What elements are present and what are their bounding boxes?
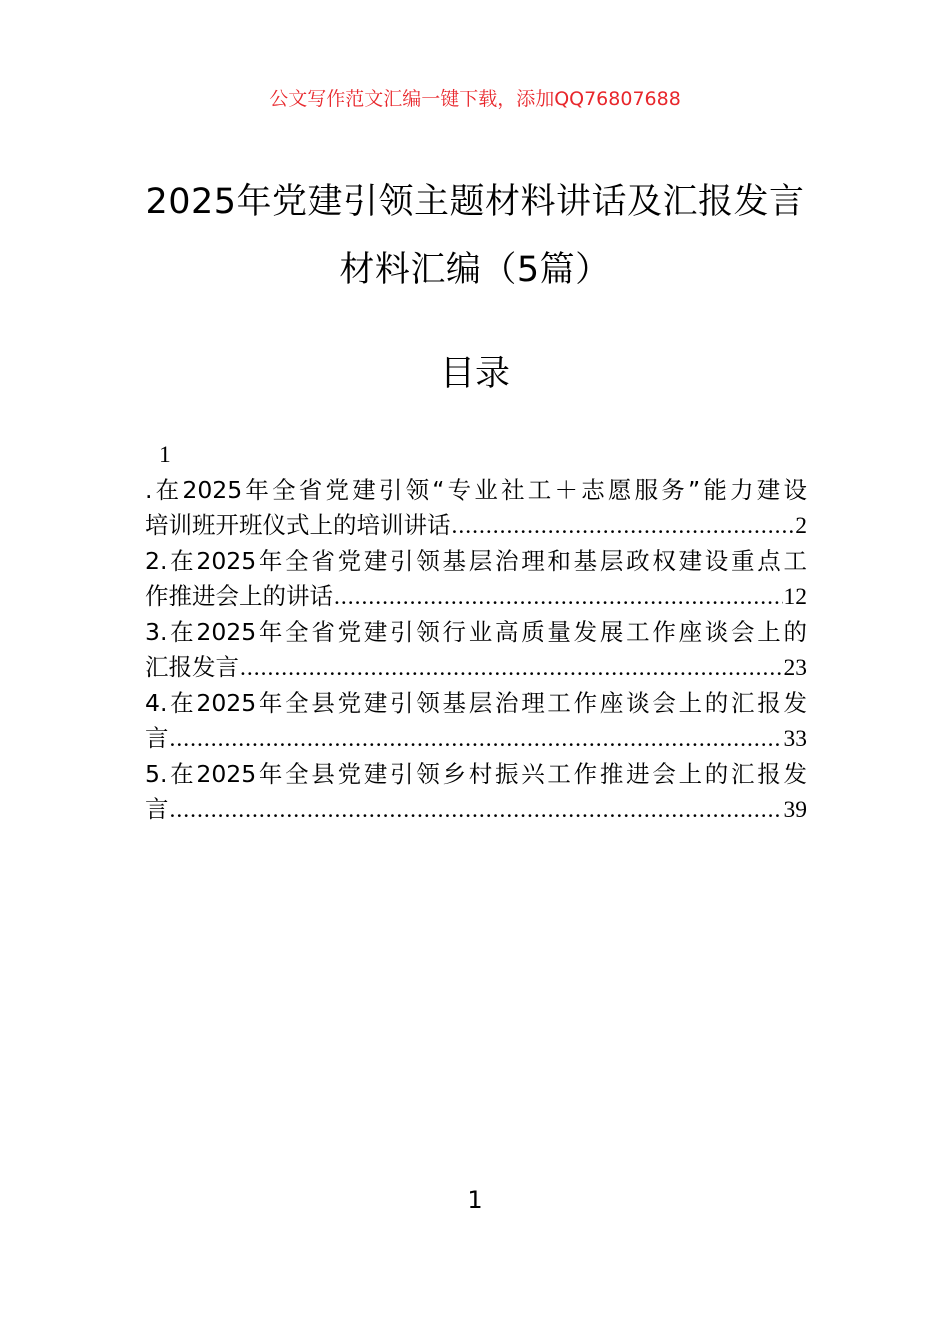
toc-entry-title-line-2-row [145, 650, 807, 686]
toc-entry-3[interactable] [145, 615, 807, 686]
toc-entry-page-number: 33 [783, 726, 807, 752]
toc-entry-title-line-1: 2.在2025年全省党建引领基层治理和基层政权建设重点工 [145, 547, 807, 575]
toc-entry-title-line-2: 作推进会上的讲话 [145, 582, 333, 610]
toc-heading: 目录 [439, 354, 510, 394]
toc-entry-title-line-1: .在2025年全省党建引领“专业社工＋志愿服务”能力建设 [145, 476, 807, 504]
toc-leader-dots [334, 580, 783, 615]
toc-entry-title-line-2-row [145, 792, 807, 828]
toc-entry-title-line-1: 5.在2025年全县党建引领乡村振兴工作推进会上的汇报发 [145, 760, 807, 788]
toc-entry-title-line-2: 汇报发言 [145, 653, 239, 681]
toc-entry-page-number: 2 [795, 513, 807, 539]
toc-entry-page-number: 23 [783, 655, 807, 681]
toc-entry-4[interactable] [145, 686, 807, 757]
toc-entry-2[interactable] [145, 544, 807, 615]
toc-entry-page-number: 39 [783, 797, 807, 823]
document-title-line-2: 材料汇编（5篇） [339, 250, 611, 290]
toc-entry-title-line-2-row [145, 721, 807, 757]
toc-entry-1[interactable] [145, 473, 807, 544]
document-title-line-1: 2025年党建引领主题材料讲话及汇报发言 [145, 182, 805, 222]
toc-entry-title-line-2-row [145, 508, 807, 544]
header-download-note: 公文写作范文汇编一键下载，添加QQ76807688 [269, 88, 681, 110]
toc-first-entry-number: 1 [159, 442, 171, 468]
table-of-contents [145, 438, 807, 828]
toc-leader-dots [452, 509, 795, 544]
toc-entry-title-line-2-row [145, 579, 807, 615]
toc-entry-title-line-1: 4.在2025年全县党建引领基层治理工作座谈会上的汇报发 [145, 689, 807, 717]
page-number: 1 [467, 1186, 483, 1214]
toc-entry-title-line-2: 培训班开班仪式上的培训讲话 [145, 511, 451, 539]
toc-entry-title-line-2: 言 [145, 795, 169, 823]
toc-leader-dots [170, 793, 783, 828]
toc-entry-5[interactable] [145, 757, 807, 828]
toc-leader-dots [170, 722, 783, 757]
toc-leader-dots [240, 651, 783, 686]
toc-entry-page-number: 12 [783, 584, 807, 610]
toc-entry-title-line-2: 言 [145, 724, 169, 752]
toc-entry-title-line-1: 3.在2025年全省党建引领行业高质量发展工作座谈会上的 [145, 618, 807, 646]
